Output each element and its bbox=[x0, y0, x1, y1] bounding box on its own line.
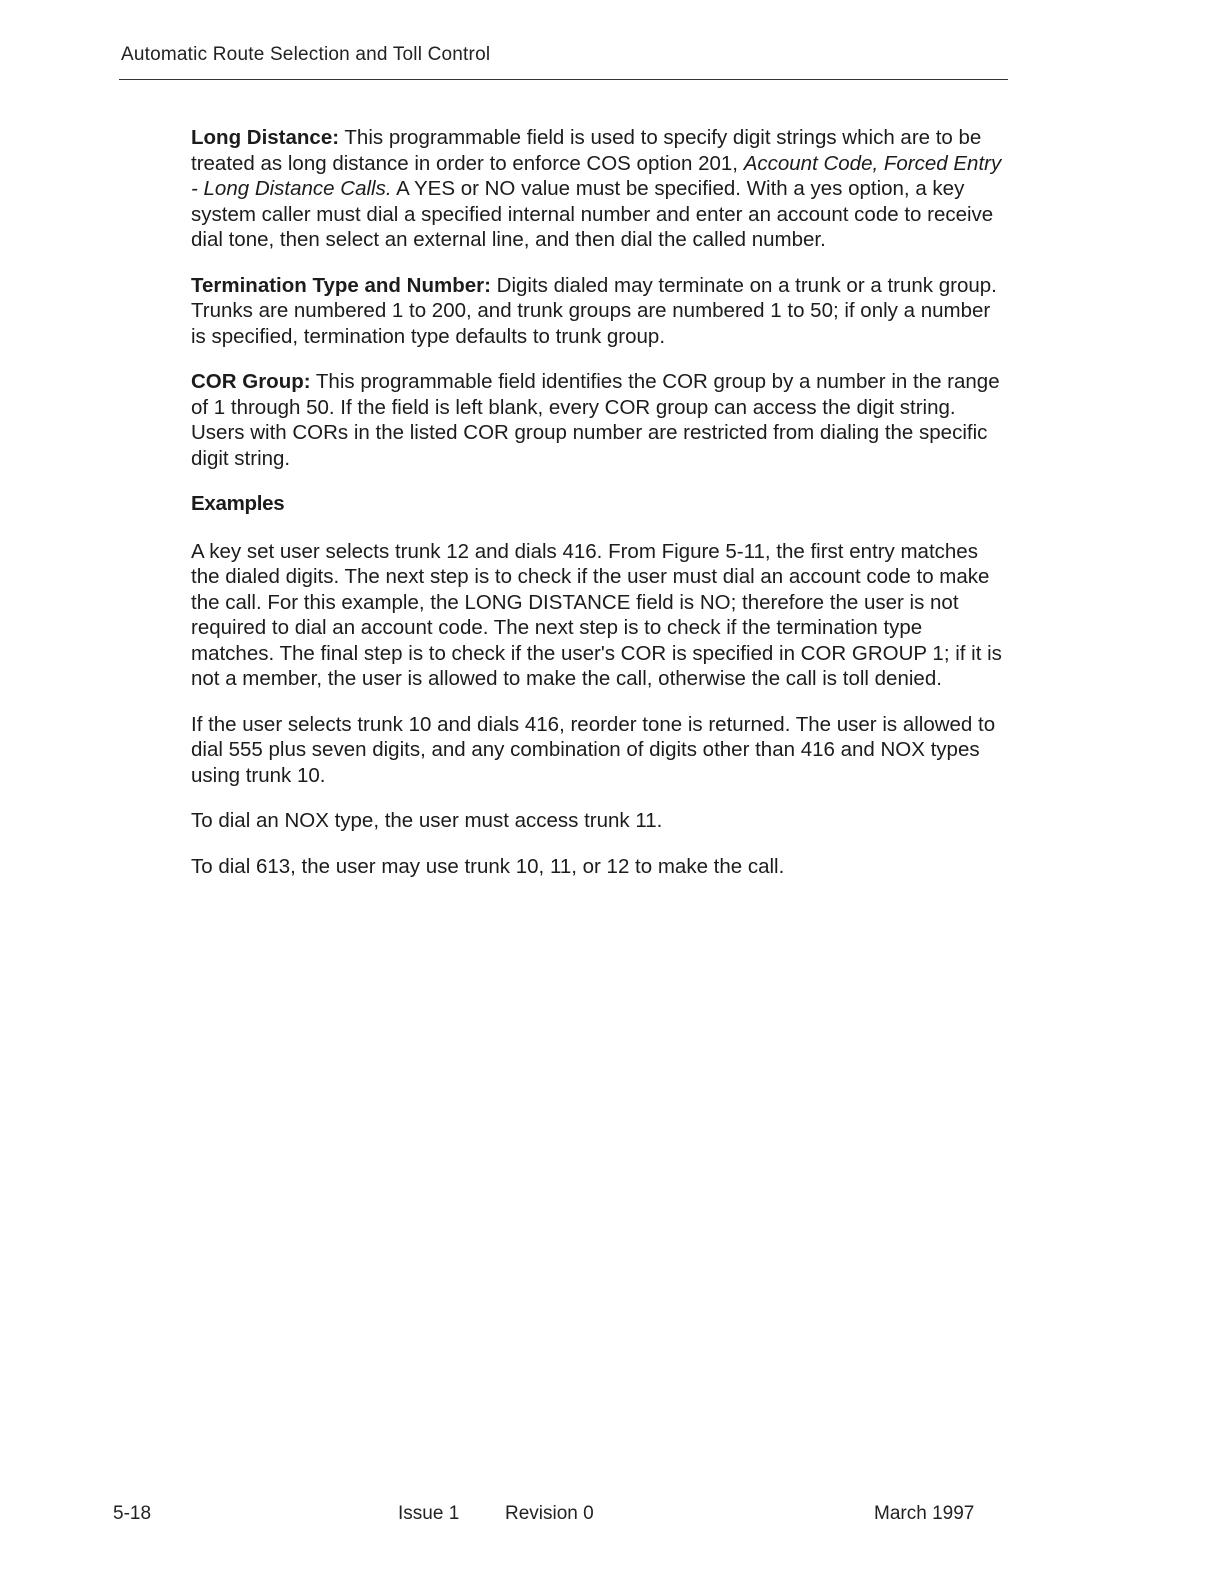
termination-paragraph bbox=[191, 273, 1008, 350]
footer-revision: Revision 0 bbox=[505, 1503, 594, 1524]
long-distance-italic: Account Code, Forced Entry - Long Distance Calls. bbox=[191, 151, 1002, 200]
example-paragraph-4: To dial 613, the user may use trunk 10, 11, or 12 to make the call. bbox=[191, 854, 785, 878]
long-distance-text-1: This programmable field is used to specify digit strings which are to be treated as long distance in order to enforce COS option 201, bbox=[191, 126, 982, 175]
footer-date: March 1997 bbox=[874, 1503, 975, 1524]
cor-group-text: This programmable field identifies the COR group by a number in the range of 1 through 50. If the field is left blank, every COR group can access the digit string. Users with CORs in the listed COR group number are restricted from dialing the specific digit string. bbox=[191, 370, 1000, 470]
example-paragraph-2: If the user selects trunk 10 and dials 416, reorder tone is returned. The user is allowed to dial 555 plus seven digits, and any combination of digits other than 416 and NOX types using trunk 10. bbox=[191, 712, 996, 787]
footer-issue: Issue 1 bbox=[398, 1503, 460, 1524]
cor-group-paragraph bbox=[191, 369, 1008, 471]
long-distance-paragraph bbox=[191, 125, 1008, 253]
page-body bbox=[191, 125, 1008, 899]
cor-group-term: COR Group: bbox=[191, 370, 311, 393]
header-rule bbox=[119, 79, 1008, 80]
example-paragraph-1: A key set user selects trunk 12 and dials 416. From Figure 5-11, the first entry matches the dialed digits. The next step is to check if the user must dial an account code to make the call. For this example, the LONG DISTANCE field is NO; therefore the user is not required to dial an account code. The next step is to check if the termination type matches. The final step is to check if the user's COR is specified in COR GROUP 1; if it is not a member, the user is allowed to make the call, otherwise the call is toll denied. bbox=[191, 539, 1002, 690]
long-distance-term: Long Distance: bbox=[191, 126, 340, 149]
footer-page-number: 5-18 bbox=[113, 1503, 152, 1524]
long-distance-text-2: A YES or NO value must be specified. With a yes option, a key system caller must dial a specified internal number and enter an account code to receive dial tone, then select an external line, and then dial the called number. bbox=[191, 177, 994, 251]
running-header: Automatic Route Selection and Toll Control bbox=[121, 44, 491, 65]
termination-text: Digits dialed may terminate on a trunk or a trunk group. Trunks are numbered 1 to 200, and trunk groups are numbered 1 to 50; if only a number is specified, termination type defaults to trunk group. bbox=[191, 273, 997, 348]
example-paragraph-3: To dial an NOX type, the user must access trunk 11. bbox=[191, 809, 663, 832]
examples-heading: Examples bbox=[191, 492, 285, 515]
termination-term: Termination Type and Number: bbox=[191, 273, 491, 297]
